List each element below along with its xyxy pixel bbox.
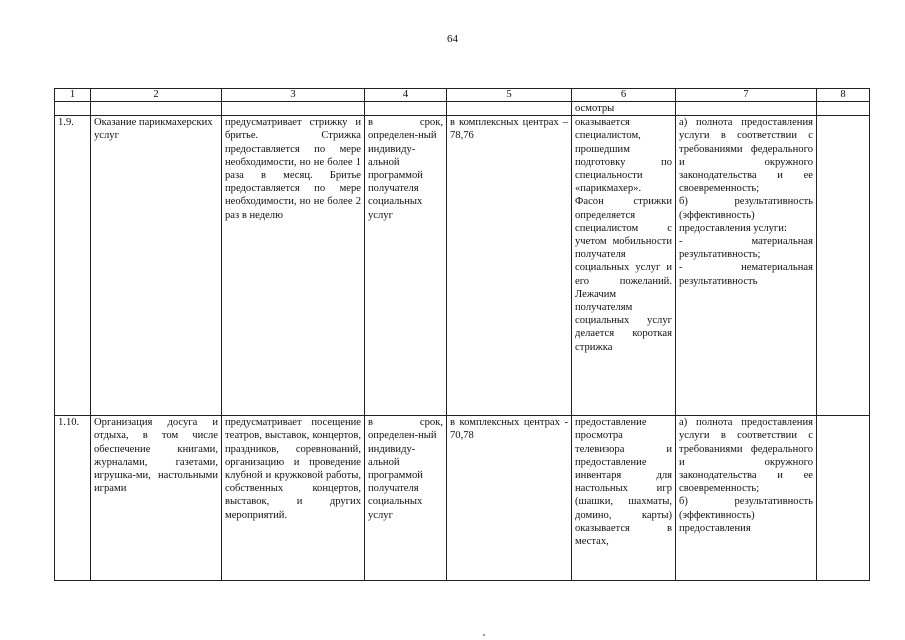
service-rate: в комплексных центрах - 70,78 [447,416,572,581]
service-name: Оказание парикмахерских услуг [91,116,222,416]
service-other [817,116,870,416]
column-number: 8 [817,89,870,102]
service-name: Организация досуга и отдыха, в том числе обеспечение книгами, журналами, газетами, игрушка-ми, настольными играми [91,416,222,581]
column-number: 3 [222,89,365,102]
service-term: в срок, определен-ный индивиду-альной программой получателя социальных услуг [365,416,447,581]
indicator-line: а) полнота предоставления услуги в соответствии с требованиями федерального и окружного законодательства и ее своевременность; [679,117,813,195]
table-row [55,416,870,581]
row-number: 1.10. [55,416,91,581]
table-row [55,116,870,416]
indicator-line: а) полнота предоставления услуги в соответствии с требованиями федерального и окружного законодательства и ее своевременность; [679,417,813,495]
column-number: 7 [676,89,817,102]
column-number: 5 [447,89,572,102]
empty-cell [222,102,365,116]
indicator-line: - материальная результативность; [679,236,813,261]
empty-cell [91,102,222,116]
empty-cell [676,102,817,116]
page-number: 64 [447,33,458,45]
services-table [54,88,870,581]
empty-cell [817,102,870,116]
service-conditions: предоставление просмотра телевизора и предоставление инвентаря для настольных игр (шашки, шахматы, домино, карты) оказывается в местах, [572,416,676,581]
empty-cell [447,102,572,116]
indicator-line: - нематериальная результативность [679,262,813,287]
indicator-line: б) результативность (эффективность) предоставления [679,496,813,534]
service-term: в срок, определен-ный индивиду-альной программой получателя социальных услуг [365,116,447,416]
service-description: предусматривает стрижку и бритье. Стрижка предоставляется по мере необходимости, но не более 1 раза в месяц. Бритье предоставляется по мере необходимости, но не более 2 раз в неделю [222,116,365,416]
service-indicators [676,416,817,581]
row-number: 1.9. [55,116,91,416]
service-rate: в комплексных центрах – 78,76 [447,116,572,416]
service-indicators [676,116,817,416]
scan-speck [483,634,485,636]
service-other [817,416,870,581]
column-number-row [55,89,870,102]
column-number: 6 [572,89,676,102]
service-description: предусматривает посещение театров, выставок, концертов, праздников, соревнований, организацию и проведение клубной и кружковой работы, собственных концертов, выставок, и других мероприятий. [222,416,365,581]
column-number: 4 [365,89,447,102]
continuation-row [55,102,870,116]
empty-cell [365,102,447,116]
column-number: 1 [55,89,91,102]
column-number: 2 [91,89,222,102]
continuation-text: осмотры [572,102,676,116]
service-conditions: оказывается специалистом, прошедшим подготовку по специальности «парикмахер». Фасон стрижки определяется специалистом с учетом мобильности получателя социальных услуг и его пожеланий. Лежачим получателям социальных услуг делается короткая стрижка [572,116,676,416]
indicator-line: б) результативность (эффективность) предоставления услуги: [679,196,813,234]
empty-cell [55,102,91,116]
